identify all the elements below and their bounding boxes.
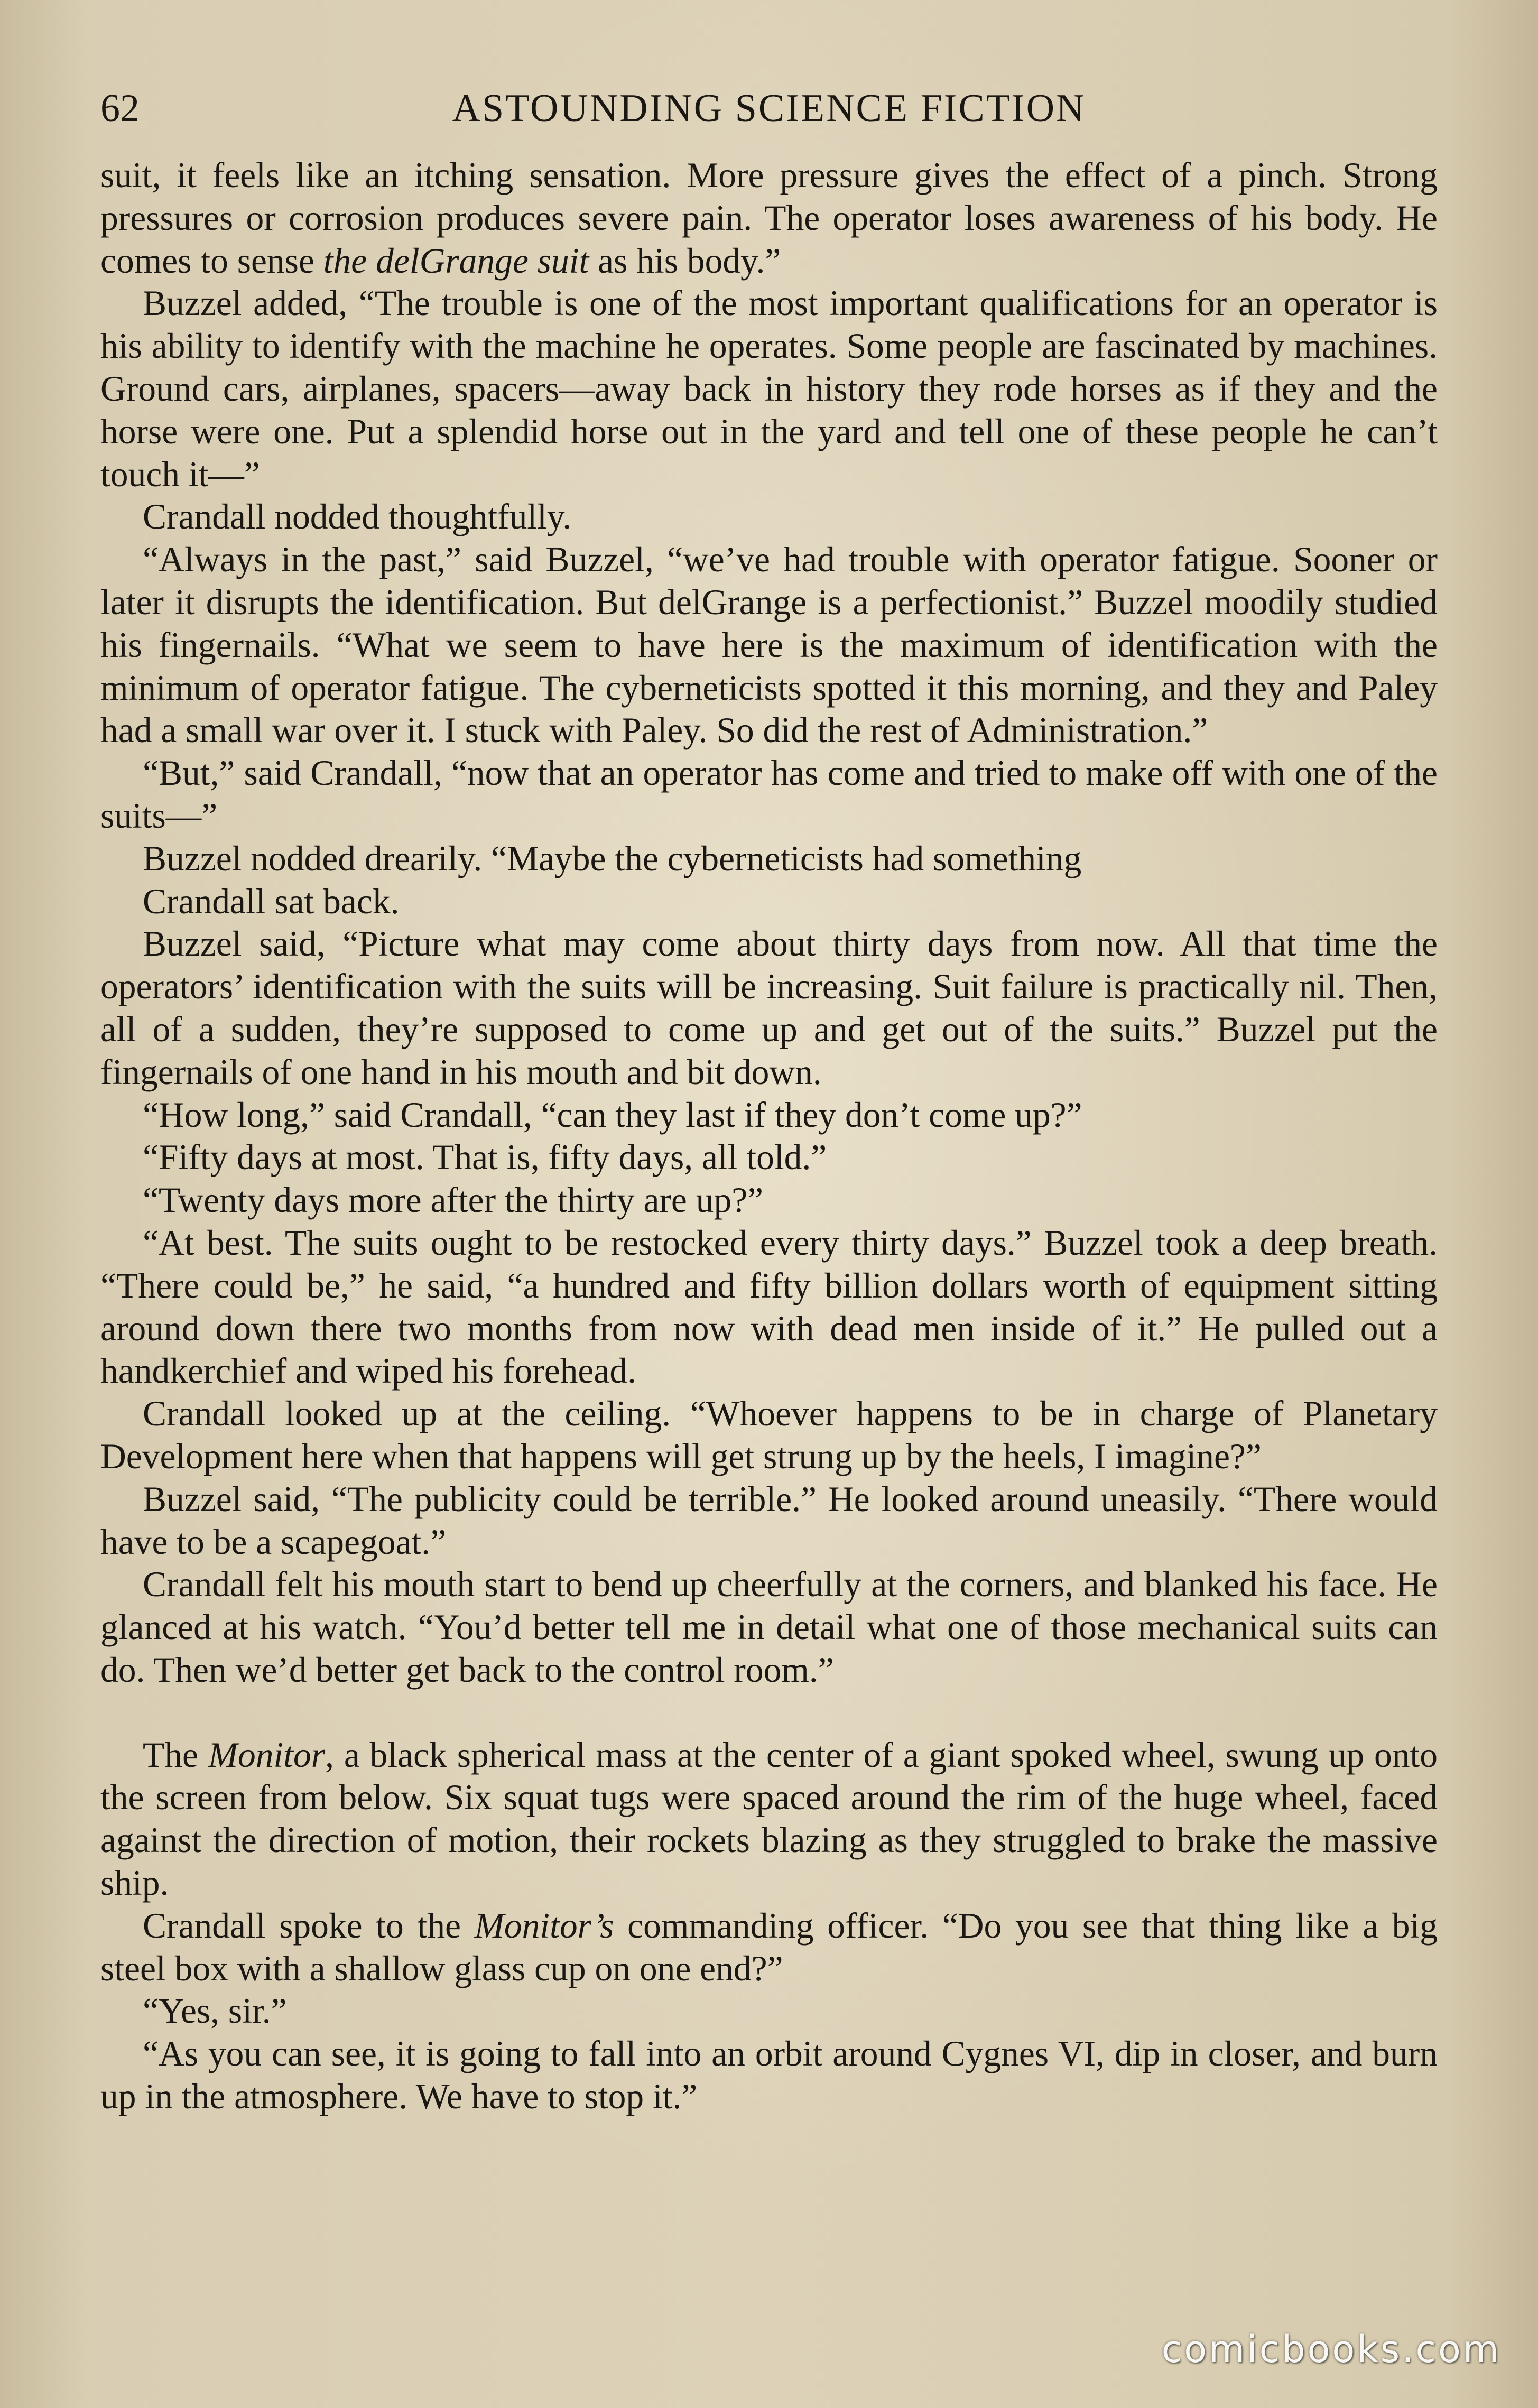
text-run: “Twenty days more after the thirty are up?” [143, 1180, 764, 1220]
paragraph [100, 752, 1438, 838]
text-run: Crandall sat back. [143, 881, 400, 921]
paragraph [100, 282, 1438, 496]
text-run: “How long,” said Crandall, “can they last if they don’t come up?” [143, 1095, 1082, 1135]
italic-text: the delGrange suit [323, 240, 589, 281]
paragraph [100, 1179, 1438, 1222]
paragraph [100, 881, 1438, 923]
text-run: suit, it feels like an itching sensation. More pressure gives the effect of a pinch. Strong pressures or corrosion produces severe pain. The operator loses awareness of his body. He comes to sense [100, 155, 1438, 281]
text-run: “But,” said Crandall, “now that an operator has come and tried to make off with one of the suits—” [100, 753, 1438, 836]
watermark: comicbooks.com [1161, 2328, 1501, 2371]
text-run: The [143, 1735, 208, 1775]
text-run: Crandall felt his mouth start to bend up cheerfully at the corners, and blanked his face. He glanced at his watch. “You’d better tell me in detail what one of those mechanical suits can do. Then we’d better get back to the control room.” [100, 1564, 1438, 1690]
text-run: Crandall nodded thoughtfully. [143, 497, 572, 537]
text-run: “As you can see, it is going to fall into an orbit around Cygnes VI, dip in closer, and burn up in the atmosphere. We have to stop it.” [100, 2034, 1438, 2117]
text-run: Buzzel said, “Picture what may come about thirty days from now. All that time the operators’ identification with the suits will be increasing. Suit failure is practically nil. Then, all of a sudden, they’re supposed to come up and get out of the suits.” Buzzel put the fingernails of one hand in his mouth and bit down. [100, 924, 1438, 1092]
italic-text: Monitor [208, 1735, 326, 1775]
page-number: 62 [100, 87, 140, 130]
text-run: as his body.” [589, 240, 781, 281]
text-run: Crandall looked up at the ceiling. “Whoever happens to be in charge of Planetary Development here when that happens will get strung up by the heels, I imagine?” [100, 1394, 1438, 1476]
paragraph [100, 1393, 1438, 1478]
paragraph [100, 539, 1438, 752]
paragraph [100, 1094, 1438, 1137]
paragraph [100, 154, 1438, 282]
paragraph [100, 1563, 1438, 1691]
paragraph [100, 2033, 1438, 2118]
text-run: commanding officer. “Do you see that thing like a big steel box with a shallow glass cup on one end?” [100, 1905, 1438, 1988]
paragraph [100, 1905, 1438, 1990]
paragraph [100, 1734, 1438, 1905]
text-run: “Fifty days at most. That is, fifty days, all told.” [143, 1137, 827, 1178]
text-run: Crandall spoke to the [143, 1905, 475, 1946]
paragraph [100, 1136, 1438, 1179]
text-run: “Yes, sir.” [143, 1991, 287, 2031]
text-run: Buzzel said, “The publicity could be terrible.” He looked around uneasily. “There would have to be a scapegoat.” [100, 1479, 1438, 1562]
page-header [100, 79, 1438, 137]
paragraph [100, 1222, 1438, 1393]
text-run: Buzzel nodded drearily. “Maybe the cyberneticists had something [143, 838, 1082, 878]
paragraph [100, 1990, 1438, 2033]
text-run: , a black spherical mass at the center of a giant spoked wheel, swung up onto the screen from below. Six squat tugs were spaced around the rim of the huge wheel, faced against the direction of motion, their rockets blazing as they struggled to brake the massive ship. [100, 1735, 1438, 1903]
italic-text: Monitor’s [474, 1905, 614, 1946]
body-text [100, 154, 1438, 2118]
text-run: “At best. The suits ought to be restocked every thirty days.” Buzzel took a deep breath. “There could be,” he said, “a hundred and fifty billion dollars worth of equipment sitting around down there two months from now with dead men inside of it.” He pulled out a handkerchief and wiped his forehead. [100, 1222, 1438, 1391]
paragraph [100, 923, 1438, 1094]
text-run: “Always in the past,” said Buzzel, “we’ve had trouble with operator fatigue. Sooner or later it disrupts the identification. But delGrange is a perfectionist.” Buzzel moodily studied his fingernails. “What we seem to have here is the maximum of identification with the minimum of operator fatigue. The cyberneticists spotted it this morning, and they and Paley had a small war over it. I stuck with Paley. So did the rest of Administration.” [100, 540, 1438, 751]
paragraph [100, 838, 1438, 881]
paragraph [100, 496, 1438, 539]
text-run: Buzzel added, “The trouble is one of the most important qualifications for an operator is his ability to identify with the machine he operates. Some people are fascinated by machines. Ground cars, airplanes, spacers—away back in history they rode horses as if they and the horse were one. Put a splendid horse out in the yard and tell one of these people he can’t touch it—” [100, 283, 1438, 494]
paragraph [100, 1478, 1438, 1564]
running-head: ASTOUNDING SCIENCE FICTION [452, 87, 1086, 130]
